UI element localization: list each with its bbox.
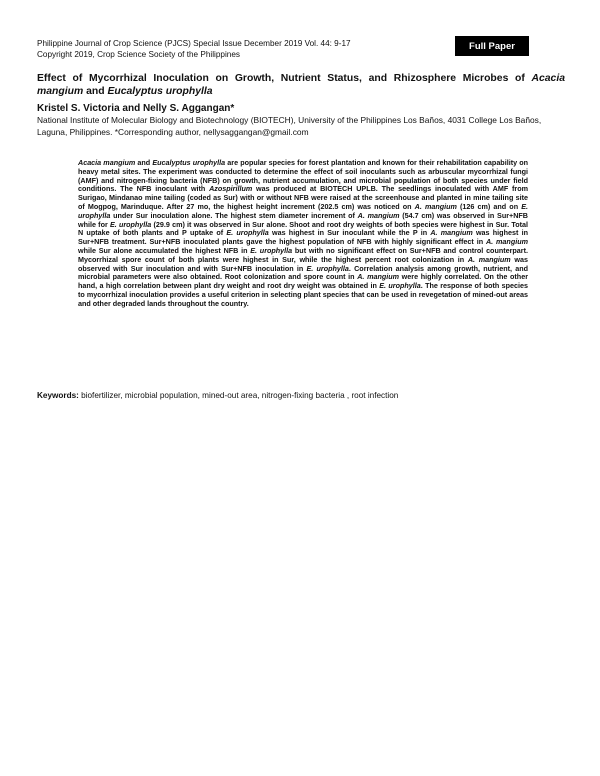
- keywords-list: biofertilizer, microbial population, mined-out area, nitrogen-fixing bacteria , root infection: [78, 391, 399, 400]
- abstract: [78, 159, 528, 309]
- abstract-text: . Correlation analysis among growth, nutrient, and microbial parameters were also obtained. Root colonization and spore count in: [78, 263, 528, 282]
- abstract-species: E. urophylla: [306, 263, 349, 273]
- journal-header: [37, 38, 437, 60]
- title-and: and: [83, 86, 108, 97]
- abstract-text: (126 cm) and on: [456, 201, 522, 211]
- abstract-text: while Sur alone accumulated the highest NFB in: [78, 245, 251, 255]
- abstract-species: E. urophylla: [109, 219, 152, 229]
- abstract-species: E. urophylla: [379, 281, 421, 291]
- keywords: [37, 391, 398, 400]
- abstract-species: A. mangium: [485, 237, 528, 247]
- abstract-species: A. mangium: [467, 254, 511, 264]
- abstract-text: was produced at BIOTECH UPLB. The seedlings inoculated with AMF from Surigao, Mindanao mine tailing (coded as Sur) with or without NFB were raised at the screenhouse and planted in mine tailing site of Mogpog, Marinduque. After 27 mo, the highest height increment (202.5 cm) was noticed on: [78, 184, 528, 211]
- title-species-acacia: Acacia mangium: [37, 73, 565, 97]
- authors: Kristel S. Victoria and Nelly S. Aggangan*: [37, 103, 235, 114]
- abstract-species: A. mangium: [357, 272, 400, 282]
- keywords-label: Keywords:: [37, 391, 79, 400]
- abstract-text: (54.7 cm) was observed in Sur+NFB while for: [78, 210, 528, 229]
- abstract-species: E. urophylla: [226, 228, 269, 238]
- title-species-eucalyptus: Eucalyptus urophylla: [107, 86, 213, 97]
- affiliation: National Institute of Molecular Biology and Biotechnology (BIOTECH), University of the Philippines Los Baños, 4031 College Los Baños, Laguna, Philippines. *Corresponding author, nellysaggangan@gmail.com: [37, 115, 542, 137]
- abstract-text: are popular species for forest plantation and known for their rehabilitation capability on heavy metal sites. The experiment was conducted to determine the effect of soil inoculants such as arbuscular mycorrhizal fungi (AMF) and nitrogen-fixing bacteria (NFB) on growth, nutrient accumulation, and microbial population of both species under field conditions. The NFB inoculant with: [78, 158, 528, 194]
- abstract-species: E. urophylla: [78, 201, 528, 220]
- abstract-text: (29.9 cm) it was observed in Sur alone. Shoot and root dry weights of both species were highest in Sur. Total N uptake of both plants and P uptake of: [78, 219, 528, 238]
- abstract-text: . The response of both species to mycorrhizal inoculation provides a useful criterion in selecting plant species that can be used in revegetation of mined-out areas and other degraded lands throughout the country.: [78, 281, 528, 308]
- journal-copyright: Copyright 2019, Crop Science Society of the Philippines: [37, 50, 240, 59]
- paper-title: [37, 72, 565, 98]
- abstract-text: under Sur inoculation alone. The highest stem diameter increment of: [110, 210, 358, 220]
- abstract-text: were highly correlated. On the other hand, a high correlation between plant dry weight and root dry weight was obtained in: [78, 272, 528, 291]
- journal-citation: Philippine Journal of Crop Science (PJCS) Special Issue December 2019 Vol. 44: 9-17: [37, 39, 351, 48]
- abstract-species: Eucalyptus urophylla: [152, 158, 226, 167]
- abstract-text: was observed with Sur inoculation and with Sur+NFB inoculation in: [78, 254, 528, 273]
- abstract-text: but with no significant effect on Sur+NFB and control counterpart. Mycorrhizal spore count of both plants were highest in Sur, while the highest percent root colonization in: [78, 245, 528, 264]
- abstract-species: A. mangium: [414, 201, 457, 211]
- full-paper-badge: Full Paper: [455, 36, 529, 56]
- abstract-text: and: [135, 158, 153, 167]
- abstract-species: Acacia mangium: [78, 158, 136, 167]
- title-text: Effect of Mycorrhizal Inoculation on Growth, Nutrient Status, and Rhizosphere Microbes of: [37, 73, 532, 84]
- abstract-species: Azospirillum: [209, 184, 253, 194]
- abstract-text: was highest in Sur+NFB treatment. Sur+NFB inoculated plants gave the highest population of NFB with highly significant effect in: [78, 228, 528, 247]
- abstract-species: A. mangium: [357, 210, 400, 220]
- abstract-species: E. urophylla: [250, 245, 293, 255]
- abstract-species: A. mangium: [430, 228, 473, 238]
- abstract-text: was highest in Sur inoculant while the P in: [268, 228, 431, 238]
